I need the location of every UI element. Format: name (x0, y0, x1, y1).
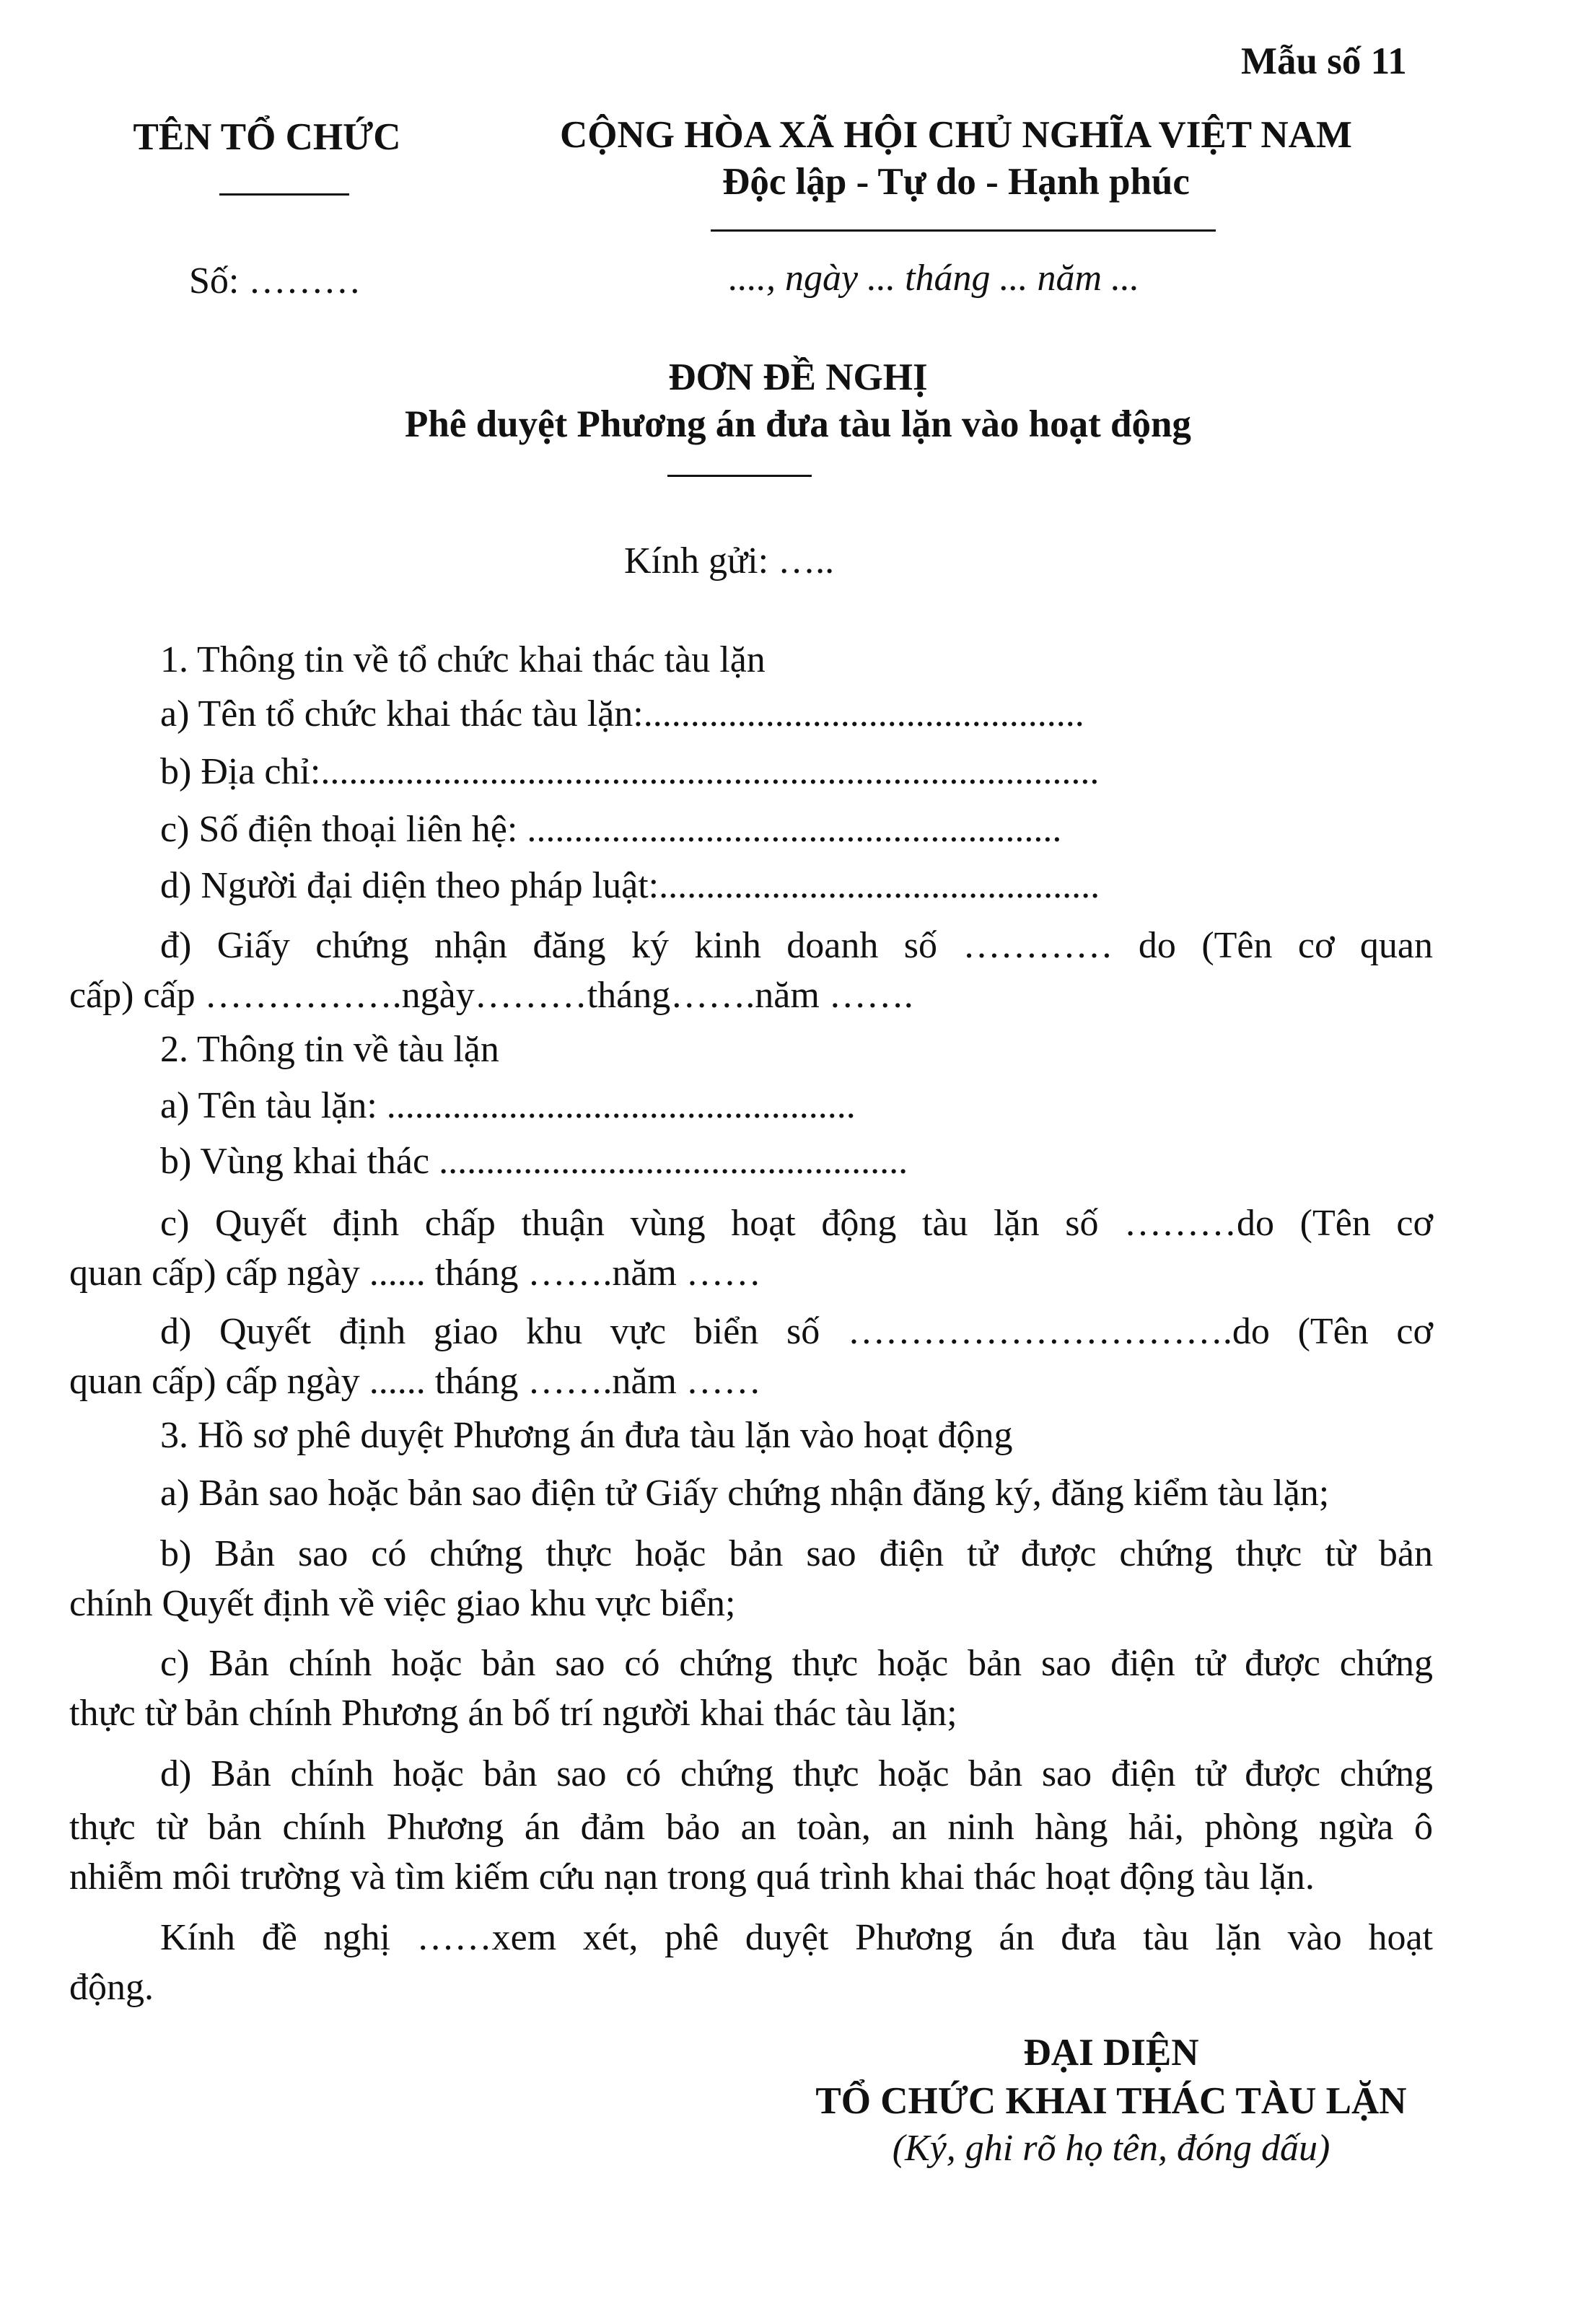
document-number: Số: ……… (189, 260, 361, 302)
motto-underline (711, 229, 1216, 232)
section2-sea-allocation-cont: quan cấp) cấp ngày ...... tháng …….năm …… (69, 1361, 761, 1402)
section1-address: b) Địa chỉ:................................................................................... (160, 751, 1100, 792)
section2-sea-allocation: d) Quyết định giao khu vực biển số ………………………….do (Tên cơ (160, 1311, 1433, 1352)
section2-area-approval: c) Quyết định chấp thuận vùng hoạt động tàu lặn số ………do (Tên cơ (160, 1203, 1433, 1244)
document-title: ĐƠN ĐỀ NGHỊ (668, 356, 928, 398)
signature-note: (Ký, ghi rõ họ tên, đóng dấu) (892, 2128, 1330, 2169)
section1-org-name: a) Tên tổ chức khai thác tàu lặn:............................................... (160, 693, 1084, 734)
section2-heading: 2. Thông tin về tàu lặn (160, 1029, 499, 1070)
org-name-label: TÊN TỔ CHỨC (133, 116, 401, 158)
signature-title: ĐẠI DIỆN (1023, 2032, 1199, 2074)
section3-safety-plan-end: nhiễm môi trường và tìm kiếm cứu nạn trong quá trình khai thác hoạt động tàu lặn. (69, 1856, 1315, 1898)
section3-personnel-plan: c) Bản chính hoặc bản sao có chứng thực hoặc bản sao điện tử được chứng (160, 1643, 1433, 1684)
closing-request: Kính đề nghị ……xem xét, phê duyệt Phương án đưa tàu lặn vào hoạt (160, 1917, 1433, 1958)
nation-motto: Độc lập - Tự do - Hạnh phúc (722, 161, 1190, 203)
section3-personnel-plan-cont: thực từ bản chính Phương án bố trí người khai thác tàu lặn; (69, 1693, 957, 1734)
section3-safety-plan-cont: thực từ bản chính Phương án đảm bảo an toàn, an ninh hàng hải, phòng ngừa ô (69, 1807, 1433, 1848)
section2-area-approval-cont: quan cấp) cấp ngày ...... tháng …….năm …… (69, 1253, 761, 1294)
document-date: ...., ngày ... tháng ... năm ... (729, 258, 1140, 299)
section1-heading: 1. Thông tin về tổ chức khai thác tàu lặn (160, 639, 766, 680)
section1-business-cert-cont: cấp) cấp …………….ngày………tháng…….năm ……. (69, 975, 913, 1016)
recipient: Kính gửi: ….. (624, 540, 835, 582)
closing-request-cont: động. (69, 1967, 154, 2008)
signature-org: TỔ CHỨC KHAI THÁC TÀU LẶN (815, 2080, 1407, 2122)
section3-safety-plan: d) Bản chính hoặc bản sao có chứng thực hoặc bản sao điện tử được chứng (160, 1753, 1433, 1794)
section1-legal-rep: d) Người đại diện theo pháp luật:............................................... (160, 865, 1100, 906)
section3-registration-copy: a) Bản sao hoặc bản sao điện tử Giấy chứng nhận đăng ký, đăng kiểm tàu lặn; (160, 1473, 1330, 1514)
section3-sea-decision: b) Bản sao có chứng thực hoặc bản sao điện tử được chứng thực từ bản (160, 1533, 1433, 1574)
nation-title: CỘNG HÒA XÃ HỘI CHỦ NGHĨA VIỆT NAM (560, 114, 1352, 156)
section3-heading: 3. Hồ sơ phê duyệt Phương án đưa tàu lặn vào hoạt động (160, 1415, 1013, 1456)
section2-operating-area: b) Vùng khai thác .................................................. (160, 1141, 908, 1182)
section3-sea-decision-cont: chính Quyết định về việc giao khu vực biển; (69, 1583, 736, 1624)
section2-sub-name: a) Tên tàu lặn: .................................................. (160, 1085, 856, 1126)
title-underline (667, 475, 812, 477)
org-underline (219, 193, 349, 196)
form-number: Mẫu số 11 (1241, 40, 1407, 82)
section1-phone: c) Số điện thoại liên hệ: ......................................................... (160, 809, 1062, 850)
document-subtitle: Phê duyệt Phương án đưa tàu lặn vào hoạt động (405, 403, 1191, 445)
section1-business-cert: đ) Giấy chứng nhận đăng ký kinh doanh số ………… do (Tên cơ quan (160, 925, 1433, 966)
